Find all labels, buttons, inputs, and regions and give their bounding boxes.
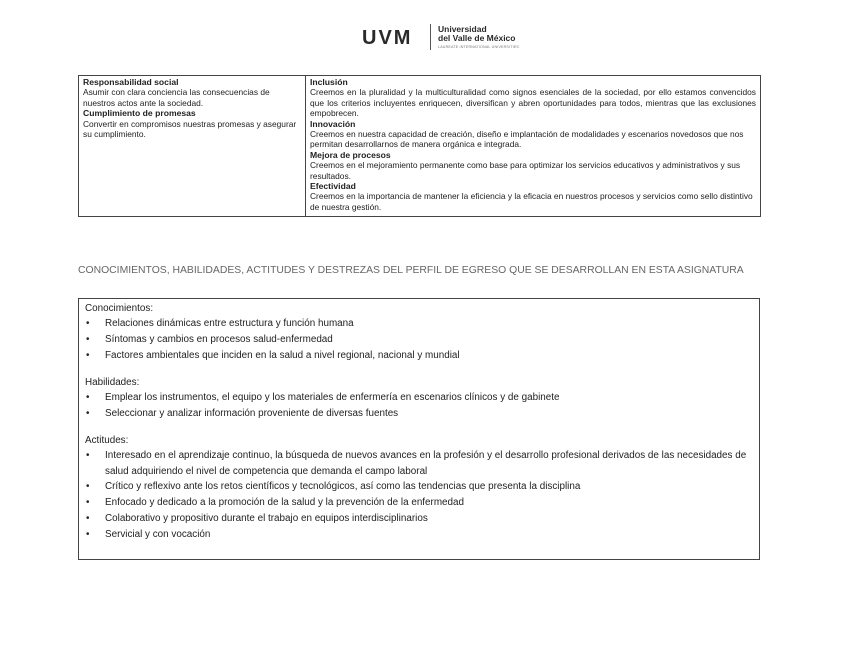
- uvm-logo: [362, 24, 532, 52]
- logo-line-1: Universidad: [438, 24, 487, 34]
- value-title: Mejora de procesos: [310, 149, 391, 160]
- value-title: Cumplimiento de promesas: [83, 108, 196, 119]
- knowledge-label: Conocimientos:: [85, 303, 154, 314]
- value-title: Inclusión: [310, 77, 348, 87]
- value-title: Efectividad: [310, 181, 356, 192]
- values-row: [79, 76, 761, 217]
- list-item: • Interesado en el aprendizaje continuo, la búsqueda de nuevos avances en la profesión y el desarrollo profesional derivados de las necesidades de salud adquiriendo el nivel de competencia que demanda el campo laboral: [85, 448, 753, 479]
- logo-tagline: LAUREATE INTERNATIONAL UNIVERSITIES: [438, 45, 520, 49]
- list-item: • Factores ambientales que inciden en la salud a nivel regional, nacional y mundial: [85, 348, 753, 364]
- logo-line-2: del Valle de México: [438, 33, 516, 43]
- section-title: CONOCIMIENTOS, HABILIDADES, ACTITUDES Y DESTREZAS DEL PERFIL DE EGRESO QUE SE DESARROLLAN EN ESTA ASIGNATURA: [78, 265, 744, 276]
- knowledge-list: [85, 316, 753, 364]
- value-text: Creemos en el mejoramiento permanente como base para optimizar los servicios educativos y administrativos y sus resultados.: [310, 160, 741, 181]
- value-title: Responsabilidad social: [83, 77, 179, 87]
- list-item: • Colaborativo y propositivo durante el trabajo en equipos interdisciplinarios: [85, 511, 753, 527]
- value-title: Innovación: [310, 118, 356, 129]
- values-left-cell: [79, 76, 306, 217]
- value-text: Creemos en la pluralidad y la multiculturalidad como signos esenciales de la sociedad, por ello estamos convencidos que los criterios incluyentes enriquecen, diversifican y abren oportunidades para todos, mientras que las exclusiones empobrecen.: [310, 87, 756, 119]
- values-table: [78, 75, 761, 217]
- skills-label: Habilidades:: [85, 377, 140, 388]
- list-item: • Relaciones dinámicas entre estructura y función humana: [85, 316, 753, 332]
- values-right-cell: [306, 76, 761, 217]
- profile-box: [78, 298, 760, 560]
- list-item: • Seleccionar y analizar información proveniente de diversas fuentes: [85, 406, 753, 422]
- logo-mark: UVM: [362, 27, 413, 49]
- list-item: • Emplear los instrumentos, el equipo y los materiales de enfermería en escenarios clínicos y de gabinete: [85, 390, 753, 406]
- list-item: • Síntomas y cambios en procesos salud-enfermedad: [85, 332, 753, 348]
- value-text: Convertir en compromisos nuestras promesas y asegurar su cumplimiento.: [83, 118, 297, 140]
- list-item: • Enfocado y dedicado a la promoción de la salud y la prevención de la enfermedad: [85, 495, 753, 511]
- value-text: Creemos en nuestra capacidad de creación, diseño e implantación de modalidades y escenarios novedosos que nos permitan desarrollarnos de manera orgánica e integrada.: [310, 129, 744, 150]
- value-text: Creemos en la importancia de mantener la eficiencia y la eficacia en nuestros procesos y servicios como sello distintivo de nuestra gestión.: [310, 191, 753, 212]
- attitudes-list: [85, 448, 753, 543]
- skills-list: [85, 390, 753, 422]
- attitudes-label: Actitudes:: [85, 435, 129, 446]
- value-text: Asumir con clara conciencia las consecuencias de nuestros actos ante la sociedad.: [83, 87, 270, 108]
- logo-divider: [430, 24, 431, 50]
- list-item: • Servicial y con vocación: [85, 527, 753, 543]
- list-item: • Crítico y reflexivo ante los retos científicos y tecnológicos, así como las tendencias que presenta la disciplina: [85, 479, 753, 495]
